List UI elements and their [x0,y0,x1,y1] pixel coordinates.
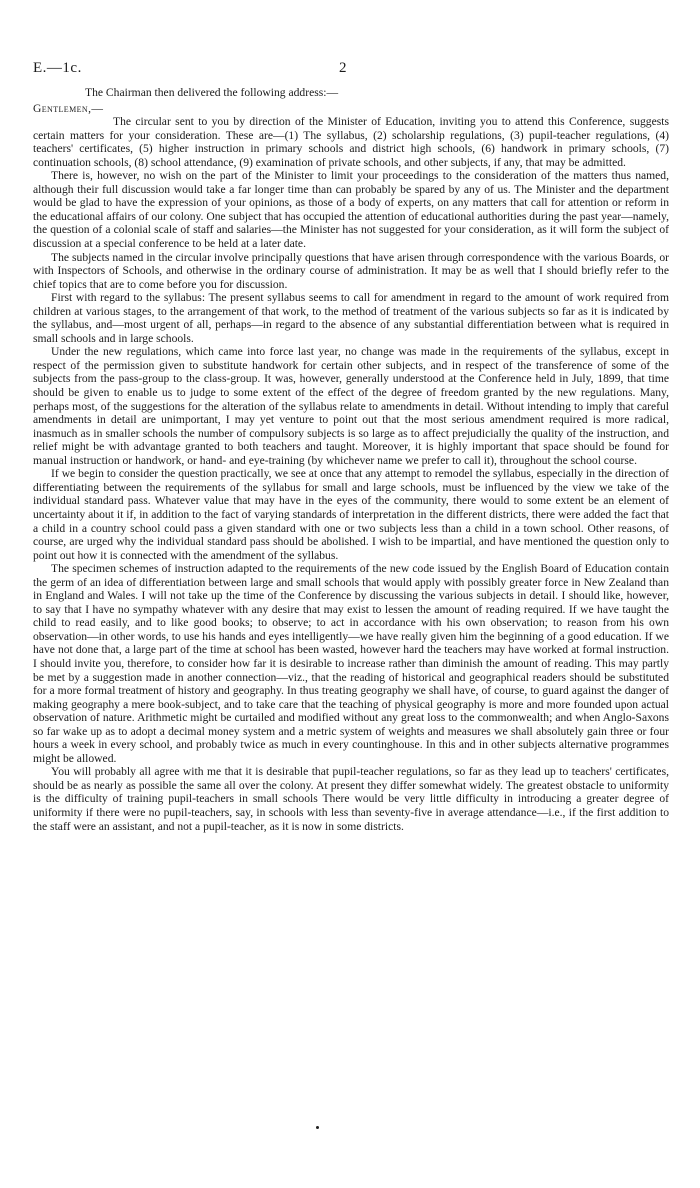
document-body [33,86,669,833]
paragraph: The subjects named in the circular involve principally questions that have arisen through correspondence with the various Boards, or with Inspectors of Schools, and otherwise in the ordinary course of administration. It may be as well that I should briefly refer to the chief topics that are to come before you for discussion. [33,250,669,291]
page-mark-dot [316,1126,319,1129]
paragraph: There is, however, no wish on the part of the Minister to limit your proceedings to the consideration of the matters thus named, although their full discussion would take a far longer time than can probably be spared by any of us. The Minister and the department would be glad to have the expression of your opinions, as those of a body of experts, on any matters that call for attention or reform in the educational affairs of our colony. One subject that has occupied the attention of educational authorities during the past year—namely, the question of a colonial scale of staff and salaries—the Minister has not suggested for your consideration, as it will form the subject of discussion at a special conference to be held at a later date. [33,169,669,251]
paragraph: The specimen schemes of instruction adapted to the requirements of the new code issued by the English Board of Education contain the germ of an idea of differentiation between large and small schools that would apply with possibly greater force in New Zealand than in England and Wales. I will not take up the time of the Conference by discussing the various subjects in detail. I should like, however, to say that I have no sympathy whatever with any desire that may exist to lessen the amount of reading required. If we have taught the child to read easily, and to like good books; to observe; to act in accordance with his own observation; to reason from his own observation—in other words, to use his hands and eyes intelligently—we have really given him the beginning of a good education. If we have not done that, a large part of the time at school has been wasted, however hard the teachers may have worked at formal instruction. I should invite you, therefore, to consider how far it is desirable to increase rather than diminish the amount of reading. This may partly be met by a suggestion made in another connection—viz., that the reading of historical and geographical readers should be substituted for a more formal treatment of history and geography. In thus treating geography we shall have, of course, to guard against the danger of making geography a mere book-subject, and to take care that the teaching of physical geography is more and more founded upon actual observation of nature. Arithmetic might be curtailed and modified without any great loss to the commonwealth; and when Anglo-Saxons so far wake up as to adopt a decimal money system and a metric system of weights and measures we shall absolutely gain three or four hours a week in every school, and probably twice as much in every countinghouse. In this and in other subjects alternative programmes might be allowed. [33,562,669,765]
paragraph: You will probably all agree with me that it is desirable that pupil-teacher regulations, so far as they lead up to teachers' certificates, should be as nearly as possible the same all over the colony. At present they differ somewhat widely. The greatest obstacle to uniformity is the difficulty of training pupil-teachers in small schools There would be very little difficulty in introducing a greater degree of uniformity if there were no pupil-teachers, say, in schools with less than seventy-five in average attendance—i.e., if the first addition to the staff were an assistant, and not a pupil-teacher, as it is now in some districts. [33,765,669,833]
salutation: Gentlemen,— [33,101,104,115]
paragraph: Under the new regulations, which came into force last year, no change was made in the requirements of the syllabus, except in respect of the permission given to substitute handwork for certain other subjects, and in respect of the transference of some of the subjects from the pass-group to the class-group. It was, however, generally understood at the Conference held in July, 1899, that time should be given to enable us to judge to some extent of the effect of the degree of freedom granted by the new regulations. Many, perhaps most, of the suggestions for the alteration of the syllabus relate to amendments in detail. Without intending to imply that careful amendments in detail are unimportant, I may yet venture to point out that the most serious amendment required is more radical, inasmuch as in smaller schools the number of compulsory subjects is so large as to affect prejudicially the quality of the instruction, and relief might be with advantage granted to both teachers and taught. Moreover, it is highly important that space should be found for manual instruction or handwork, or hand- and eye-training (by whichever name we prefer to call it), throughout the school course. [33,345,669,467]
paragraph: The circular sent to you by direction of the Minister of Education, inviting you to attend this Conference, suggests certain matters for your consideration. These are—(1) The syllabus, (2) scholarship regulations, (3) pupil-teacher regulations, (4) teachers' certificates, (5) higher instruction in primary schools and district high schools, (6) handwork in primary schools, (7) continuation schools, (8) school attendance, (9) examination of private schools, and other subjects, if any, that may be admitted. [33,115,669,169]
page-number: 2 [339,60,347,76]
document-reference: E.—1c. [33,60,82,76]
document-page [33,60,669,833]
paragraph: If we begin to consider the question practically, we see at once that any attempt to remodel the syllabus, especially in the direction of differentiating between the requirements of the syllabus for small and large schools, must be influenced by the view we take of the individual standard pass. Whatever value that may have in the eyes of the community, there would to some extent be an element of uncertainty about it if, in addition to the fact of varying standards of interpretation in the different districts, there were added the fact that a child in a country school could pass a given standard with one or two subjects less than a child in a town school. Other reasons, of course, are urged why the individual standard pass should be abolished. I wish to be impartial, and have mentioned the question only to point out how it is connected with the amendment of the syllabus. [33,467,669,562]
opening-line: The Chairman then delivered the following address:— [85,86,339,99]
paragraph: First with regard to the syllabus: The present syllabus seems to call for amendment in regard to the amount of work required from children at various stages, to the arrangement of that work, to the method of treatment of the various subjects so far as it is indicated by the syllabus, and—most urgent of all, perhaps—in regard to the absence of any substantial differentiation between what is required in small schools and in large schools. [33,291,669,345]
page-header [33,60,669,86]
